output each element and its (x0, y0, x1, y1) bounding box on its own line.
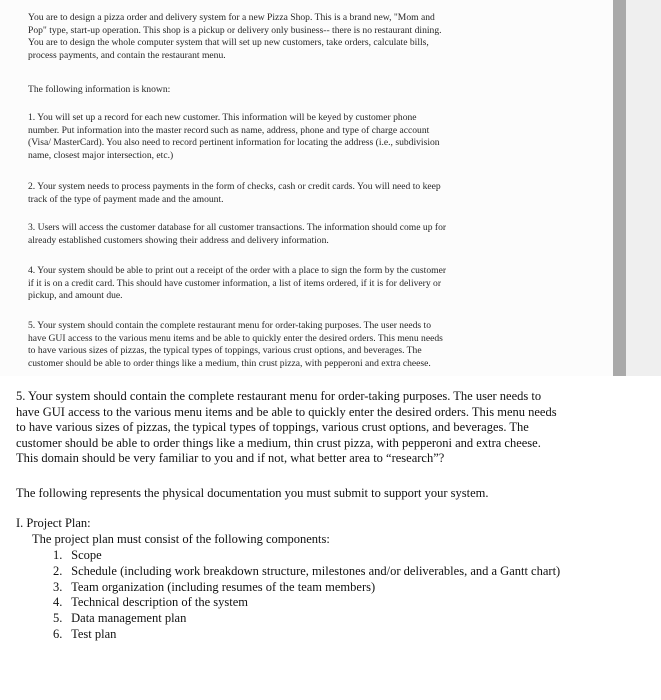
intro-line: You are to design a pizza order and delivery system for a new Pizza Shop. This is a brand new, "Mom and (28, 12, 435, 23)
page-edge-shadow (613, 0, 626, 376)
requirement-line: This domain should be very familiar to you and if not, what better area to “research”? (16, 451, 445, 466)
plan-component: 2. Schedule (including work breakdown structure, milestones and/or deliverables, and a Gantt chart) (53, 563, 561, 578)
requirement-line: 5. Your system should contain the complete restaurant menu for order-taking purposes. The user needs to (16, 389, 542, 403)
plan-component: 5. Data management plan (53, 611, 187, 626)
requirement-line: if it is on a credit card. This should have customer information, a list of items ordered, if it is for delivery or (28, 277, 442, 289)
requirement-line: (Visa/ MasterCard). You also need to record pertinent information for locating the address (i.e., subdivision (28, 137, 440, 149)
requirement-line: already established customers showing their address and delivery information. (28, 234, 329, 246)
requirement-line: 3. Users will access the customer database for all customer transactions. The information should come up for (28, 222, 447, 233)
intro-line: Pop" type, start-up operation. This shop is a pickup or delivery only business-- there is no restaurant dining. (28, 24, 442, 36)
plan-component: 4. Technical description of the system (53, 595, 248, 610)
requirement-line: pickup, and amount due. (28, 290, 123, 302)
requirement-line: have GUI access to the various menu items and be able to quickly enter the desired orders. This menu needs (16, 404, 557, 419)
requirement-line: 1. You will set up a record for each new customer. This information will be keyed by customer phone (28, 112, 417, 123)
requirement-2 (28, 181, 576, 206)
requirement-line: name, closest major intersection, etc.) (28, 149, 174, 161)
requirement-line: track of the type of payment made and the amount. (28, 193, 224, 205)
requirement-line: number. Put information into the master record such as name, address, phone and type of charge account (28, 124, 430, 136)
requirement-line: customer should be able to order things like a medium, thin crust pizza, with pepperoni and extra cheese. (28, 357, 431, 369)
requirement-line: 5. Your system should contain the complete restaurant menu for order-taking purposes. The user needs to (28, 320, 432, 331)
known-heading: The following information is known: (28, 84, 171, 95)
plan-component: 6. Test plan (53, 626, 117, 641)
intro-line: You are to design the whole computer system that will set up new customers, take orders, calculate bills, (28, 37, 429, 49)
requirement-line: to have various sizes of pizzas, the typical types of toppings, various crust options, and beverages. The (16, 420, 529, 435)
intro-paragraph (28, 12, 576, 62)
requirement-line: 4. Your system should be able to print out a receipt of the order with a place to sign the form by the customer (28, 265, 447, 276)
documentation-statement: The following represents the physical documentation you must submit to support your system. (16, 486, 489, 500)
requirement-3 (28, 222, 576, 247)
requirement-line: customer should be able to order things like a medium, thin crust pizza, with pepperoni and extra cheese. (16, 435, 541, 450)
requirement-5-large (16, 389, 557, 467)
requirement-line: to have various sizes of pizzas, the typical types of toppings, various crust options, and beverages. The (28, 345, 422, 357)
page-edge-background (626, 0, 661, 376)
requirement-1 (28, 112, 576, 162)
requirement-4 (28, 265, 576, 303)
requirement-line: 2. Your system needs to process payments in the form of checks, cash or credit cards. You will need to keep (28, 181, 441, 192)
project-plan-components (53, 548, 560, 643)
project-plan-intro: The project plan must consist of the following components: (32, 532, 330, 546)
requirement-line: have GUI access to the various menu items and be able to quickly enter the desired orders. This menu needs (28, 332, 443, 344)
requirement-5-small (28, 320, 576, 370)
project-plan-heading: I. Project Plan: (16, 516, 91, 530)
intro-line: process payments, and contain the restaurant menu. (28, 49, 226, 61)
plan-component: 1. Scope (53, 548, 102, 562)
plan-component: 3. Team organization (including resumes of the team members) (53, 579, 376, 594)
